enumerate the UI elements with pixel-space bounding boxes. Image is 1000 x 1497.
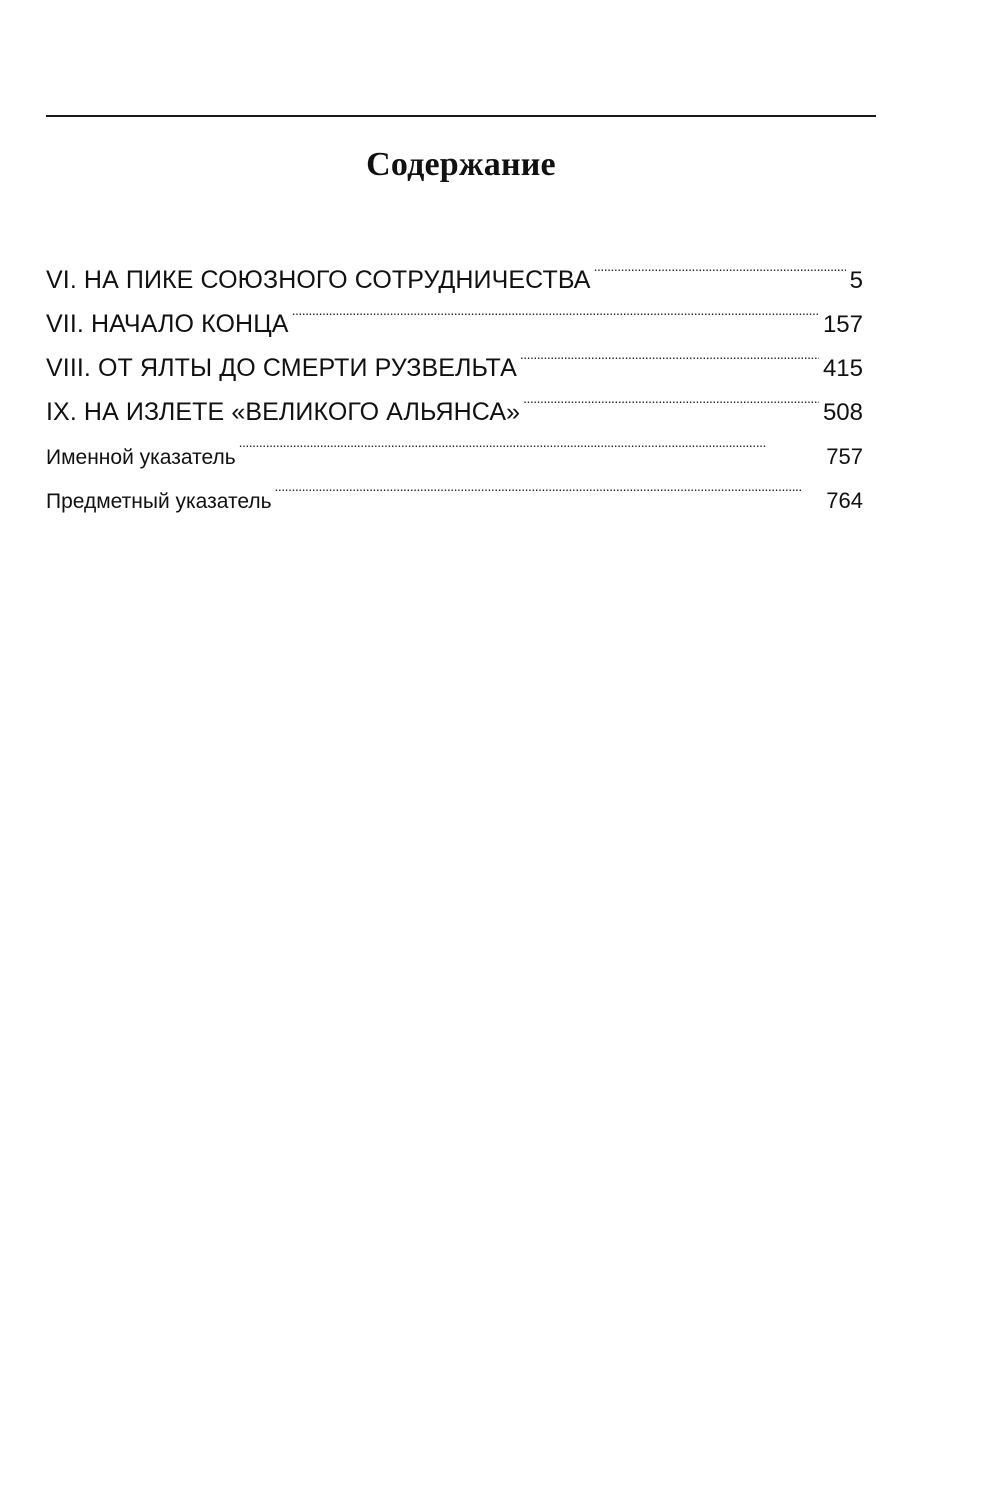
- toc-entry-title: Именной указатель: [46, 446, 236, 469]
- page-title: Содержание: [366, 146, 556, 183]
- toc-entry-page-number: 757: [826, 444, 863, 469]
- toc-entry-title: VII. НАЧАЛО КОНЦА: [46, 310, 289, 338]
- toc-entry-title: VIII. ОТ ЯЛТЫ ДО СМЕРТИ РУЗВЕЛЬТА: [46, 354, 517, 382]
- toc-entry-title: IX. НА ИЗЛЕТЕ «ВЕЛИКОГО АЛЬЯНСА»: [46, 398, 521, 426]
- toc-entry-page-number: 508: [822, 399, 863, 426]
- toc-entry-title: Предметный указатель: [46, 490, 272, 513]
- dot-leader: [520, 332, 819, 376]
- toc-entry-page-number: 764: [826, 488, 863, 513]
- dot-leader: [523, 376, 819, 420]
- dot-leader: [239, 420, 823, 464]
- toc-entry-page-number: 157: [822, 311, 863, 338]
- dot-leader: [275, 464, 823, 508]
- toc-entry-title: VI. НА ПИКЕ СОЮЗНОГО СОТРУДНИЧЕСТВА: [46, 266, 591, 294]
- dot-leader: [292, 288, 819, 332]
- dot-leader: [594, 244, 846, 288]
- table-of-contents: [46, 244, 863, 513]
- header-rule: [46, 115, 876, 117]
- toc-entry-page-number: 5: [849, 267, 863, 294]
- toc-entry-chapter-6: [46, 244, 863, 294]
- toc-entry-page-number: 415: [822, 355, 863, 382]
